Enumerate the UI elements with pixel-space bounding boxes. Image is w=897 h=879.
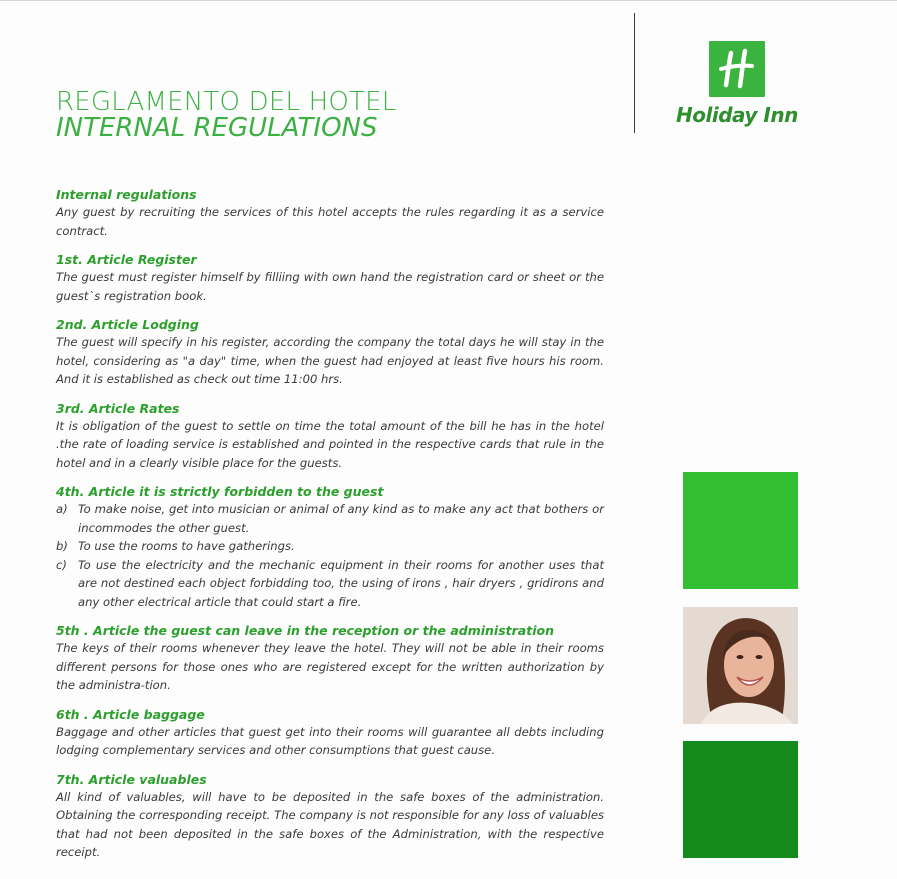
logo-wordmark: Holiday Inn	[676, 103, 798, 127]
section-text: Baggage and other articles that guest get into their rooms will guarantee all debts including lodging complementary services and other consumptions that guest cause.	[56, 724, 604, 757]
list-item	[56, 556, 604, 612]
section-article-6	[56, 707, 604, 760]
holiday-inn-logo	[676, 41, 826, 131]
list-item-marker: b)	[56, 539, 68, 553]
page-title	[56, 89, 396, 141]
section-text: Any guest by recruiting the services of this hotel accepts the rules regarding it as a service contract.	[56, 205, 604, 238]
section-heading: 2nd. Article Lodging	[56, 317, 199, 332]
section-text: The keys of their rooms whenever they leave the hotel. They will not be able in their rooms different persons for those ones who are registered except for the written authorization by the administra-tion.	[56, 641, 604, 692]
smiling-woman-photo	[683, 607, 798, 724]
list-item-text: To make noise, get into musician or animal of any kind as to make any act that bothers or incommodes the other guest.	[78, 502, 604, 535]
list-item-marker: a)	[56, 502, 68, 516]
dark-green-square	[683, 741, 798, 858]
section-heading: 1st. Article Register	[56, 252, 197, 267]
list-item	[56, 500, 604, 537]
section-heading: Internal regulations	[56, 187, 197, 202]
light-green-square	[683, 472, 798, 589]
section-article-1	[56, 252, 604, 305]
section-article-5	[56, 623, 604, 695]
section-text: All kind of valuables, will have to be deposited in the safe boxes of the administration. Obtaining the corresponding receipt. The company is not responsible for any loss of valuables that had not been deposited in the safe boxes of the Administration, with the respective receipt.	[56, 789, 604, 859]
list-item	[56, 537, 604, 556]
section-heading: 5th . Article the guest can leave in the reception or the administration	[56, 623, 554, 638]
title-spanish: REGLAMENTO DEL HOTEL	[56, 87, 397, 117]
section-article-4	[56, 484, 604, 611]
header-divider	[634, 13, 635, 133]
section-text: The guest must register himself by filliing with own hand the registration card or sheet or the guest`s registration book.	[56, 270, 604, 303]
regulations-content	[56, 187, 604, 874]
list-item-text: To use the rooms to have gatherings.	[78, 539, 295, 553]
section-text: The guest will specify in his register, according the company the total days he will stay in the hotel, considering as "a day" time, when the guest had enjoyed at least five hours his room. And it is established as check out time 11:00 hrs.	[56, 335, 604, 386]
section-text: It is obligation of the guest to settle on time the total amount of the bill he has in the hotel .the rate of loading service is established and pointed in the respective cards that rule in the hotel and in a clearly visible place for the guests.	[56, 418, 604, 470]
section-internal-regulations	[56, 187, 604, 240]
section-heading: 6th . Article baggage	[56, 706, 205, 722]
holiday-inn-h-icon	[709, 41, 765, 97]
title-english: INTERNAL REGULATIONS	[56, 113, 378, 143]
section-heading: 7th. Article valuables	[56, 771, 207, 787]
section-heading: 3rd. Article Rates	[56, 400, 180, 416]
list-item-marker: c)	[56, 557, 67, 572]
section-article-3	[56, 401, 604, 473]
section-article-7	[56, 772, 604, 862]
section-article-2	[56, 317, 604, 389]
list-item-text: To use the electricity and the mechanic equipment in their rooms for another uses that are not destined each object forbidding too, the using of irons , hair dryers , gridirons and any other electrical article that could start a fire.	[78, 557, 604, 609]
section-heading: 4th. Article it is strictly forbidden to the guest	[56, 484, 384, 499]
